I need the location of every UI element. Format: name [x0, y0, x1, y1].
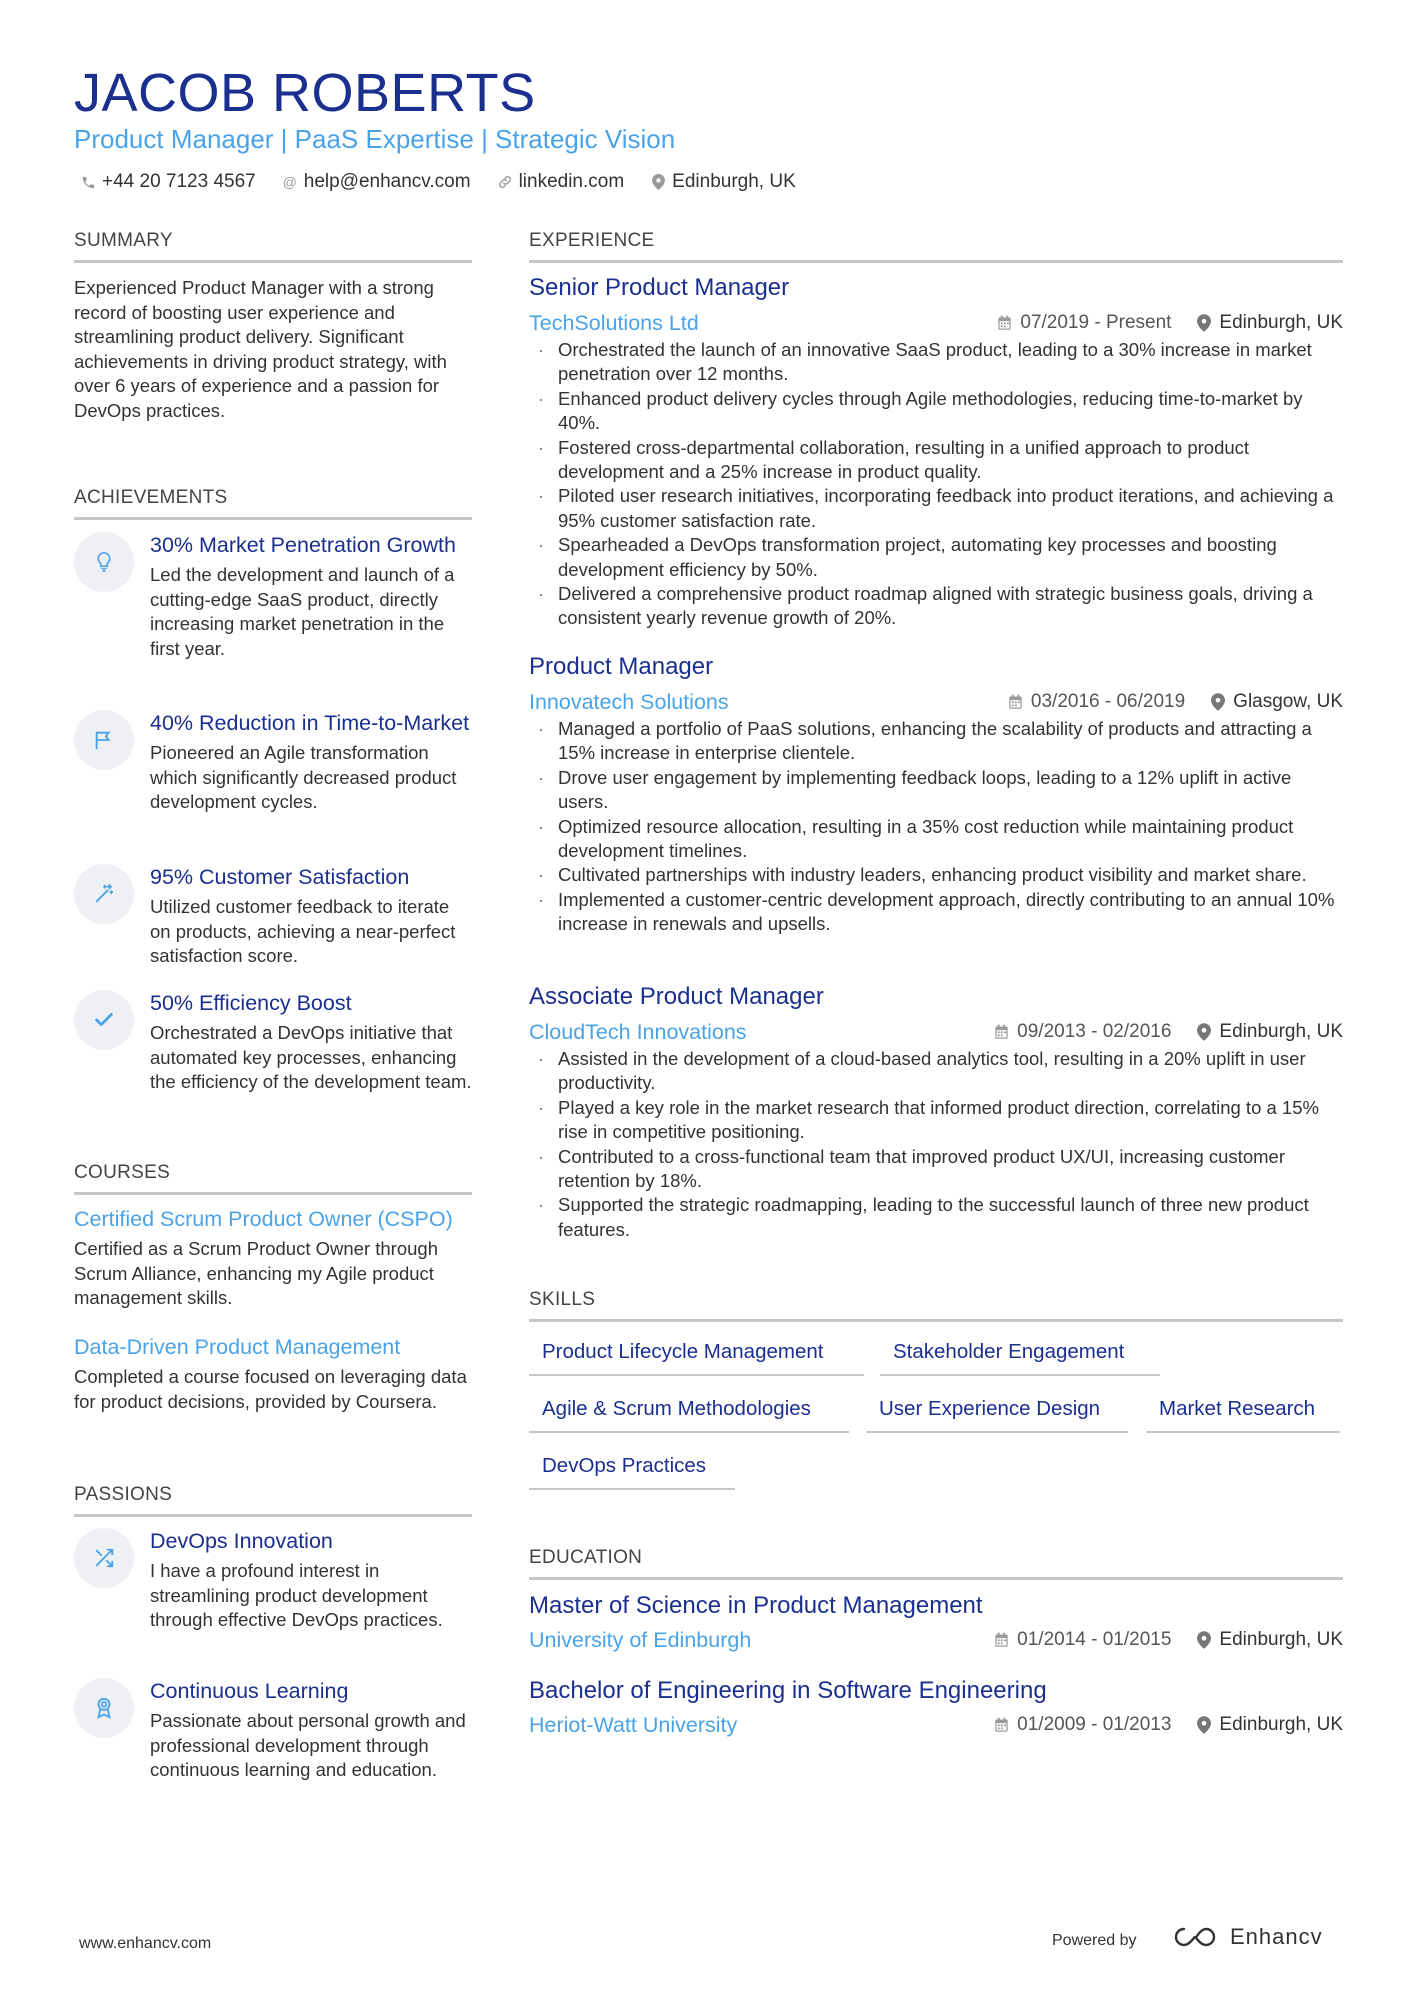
location-pin-icon: [1211, 693, 1225, 711]
footer-site-link[interactable]: www.enhancv.com: [79, 1935, 212, 1952]
education-dates: [994, 1710, 1171, 1740]
job-dates-text: 09/2013 - 02/2016: [1017, 1021, 1172, 1042]
job-bullet: · Supported the strategic roadmapping, leading to the successful launch of three new product features.: [529, 1193, 1343, 1242]
calendar-icon: [997, 315, 1012, 331]
location-pin-icon: [1197, 314, 1211, 332]
job-location: [1211, 687, 1343, 717]
job-role: Associate Product Manager: [529, 983, 824, 1010]
headline: Product Manager | PaaS Expertise | Strategic Vision: [74, 124, 676, 154]
phone-icon: [80, 174, 96, 190]
education-dates: [994, 1625, 1171, 1655]
shuffle-icon: [74, 1528, 134, 1588]
passion-desc: Passionate about personal growth and professional development through continuous learning and education.: [150, 1710, 466, 1780]
job-role: Senior Product Manager: [529, 274, 790, 301]
job-dates: [997, 308, 1171, 338]
education-location: [1197, 1710, 1343, 1740]
job-bullet: · Fostered cross-departmental collaboration, resulting in a unified approach to product development and a 25% increase in product quality.: [529, 436, 1343, 485]
job-dates: [994, 1017, 1171, 1047]
job-role: Product Manager: [529, 653, 714, 680]
job-company: Innovatech Solutions: [529, 690, 729, 714]
skill-tag: Stakeholder Engagement: [880, 1338, 1160, 1376]
calendar-icon: [1008, 694, 1023, 710]
achievement-desc: Utilized customer feedback to iterate on products, achieving a near-perfect satisfaction score.: [150, 896, 456, 966]
education-dates-text: 01/2014 - 01/2015: [1017, 1629, 1172, 1650]
summary-heading: SUMMARY: [74, 230, 472, 263]
course-title: Certified Scrum Product Owner (CSPO): [74, 1207, 453, 1231]
job-bullet: · Drove user engagement by implementing feedback loops, leading to a 12% uplift in active users.: [529, 766, 1343, 815]
brand-name: Enhancv: [1230, 1924, 1323, 1949]
summary-text: Experienced Product Manager with a strong record of boosting user experience and streamlining product delivery. Significant achievements in driving product strategy, with over 6 years of experience and a passion for DevOps practices.: [74, 277, 447, 421]
job-bullet: · Delivered a comprehensive product roadmap aligned with strategic business goals, driving a consistent yearly revenue growth of 20%.: [529, 582, 1343, 631]
achievement-title: 40% Reduction in Time-to-Market: [150, 711, 470, 735]
contact-linkedin[interactable]: [497, 171, 625, 193]
job-bullet: · Piloted user research initiatives, incorporating feedback into product iterations, and achieving a 95% customer satisfaction rate.: [529, 484, 1343, 533]
job-bullets: [529, 1047, 1343, 1242]
job-entry: [529, 982, 1343, 1242]
calendar-icon: [994, 1632, 1009, 1648]
at-icon: @: [282, 174, 297, 190]
job-company: TechSolutions Ltd: [529, 311, 699, 335]
achievement-title: 95% Customer Satisfaction: [150, 865, 410, 889]
job-location: [1197, 1017, 1343, 1047]
job-bullet: · Managed a portfolio of PaaS solutions, enhancing the scalability of products and attracting a 15% increase in enterprise clientele.: [529, 717, 1343, 766]
job-entry: [529, 273, 1343, 631]
education-heading: EDUCATION: [529, 1547, 1343, 1580]
education-location-text: Edinburgh, UK: [1219, 1714, 1343, 1735]
education-entry: [529, 1676, 1343, 1740]
award-icon: [74, 1678, 134, 1738]
contact-location: [650, 171, 796, 193]
job-bullet: · Implemented a customer-centric development approach, directly contributing to an annual 10% increase in renewals and upsells.: [529, 888, 1343, 937]
job-bullet: · Spearheaded a DevOps transformation project, automating key processes and boosting development efficiency by 50%.: [529, 533, 1343, 582]
passions-heading: PASSIONS: [74, 1484, 472, 1517]
linkedin-text[interactable]: linkedin.com: [518, 171, 625, 192]
job-bullet: · Played a key role in the market research that informed product direction, correlating to a 15% rise in competitive positioning.: [529, 1096, 1343, 1145]
passion-item: [74, 1678, 472, 1818]
job-dates-text: 03/2016 - 06/2019: [1030, 691, 1186, 712]
job-bullet: · Contributed to a cross-functional team that improved product UX/UI, increasing customer retention by 18%.: [529, 1145, 1343, 1194]
achievement-desc: Pioneered an Agile transformation which significantly decreased product development cycles.: [150, 742, 457, 812]
skill-tag: Market Research: [1146, 1395, 1340, 1433]
skill-tag: User Experience Design: [866, 1395, 1128, 1433]
passion-item: [74, 1528, 472, 1668]
skills-heading: SKILLS: [529, 1289, 1343, 1322]
link-icon: [497, 174, 513, 190]
job-bullet: · Orchestrated the launch of an innovative SaaS product, leading to a 30% increase in market penetration over 12 months.: [529, 338, 1343, 387]
passion-title: Continuous Learning: [150, 1679, 349, 1703]
skill-tag: Product Lifecycle Management: [529, 1338, 864, 1376]
experience-heading: EXPERIENCE: [529, 230, 1343, 263]
job-location-text: Glasgow, UK: [1233, 691, 1343, 712]
course-item: [74, 1334, 474, 1414]
passion-title: DevOps Innovation: [150, 1529, 333, 1553]
passion-desc: I have a profound interest in streamlining product development through effective DevOps practices.: [150, 1560, 443, 1630]
job-bullet: · Assisted in the development of a cloud-based analytics tool, resulting in a 20% uplift in user productivity.: [529, 1047, 1343, 1096]
skill-tag: DevOps Practices: [529, 1452, 735, 1490]
location-pin-icon: [1197, 1716, 1211, 1734]
job-entry: [529, 652, 1343, 937]
achievement-item: [74, 710, 472, 850]
job-location: [1197, 308, 1343, 338]
calendar-icon: [994, 1024, 1009, 1040]
achievement-title: 30% Market Penetration Growth: [150, 533, 456, 557]
achievements-heading: ACHIEVEMENTS: [74, 487, 472, 520]
job-dates-text: 07/2019 - Present: [1020, 312, 1172, 333]
course-title: Data-Driven Product Management: [74, 1335, 401, 1359]
course-desc: Certified as a Scrum Product Owner through Scrum Alliance, enhancing my Agile product management skills.: [74, 1238, 438, 1308]
location-pin-icon: [650, 174, 666, 190]
job-company: CloudTech Innovations: [529, 1020, 747, 1044]
flag-icon: [74, 710, 134, 770]
phone-text: +44 20 7123 4567: [102, 171, 256, 192]
achievement-item: [74, 532, 472, 692]
degree-title: Bachelor of Engineering in Software Engineering: [529, 1677, 1047, 1704]
job-bullet: · Cultivated partnerships with industry leaders, enhancing product visibility and market share.: [529, 863, 1343, 887]
education-entry: [529, 1591, 1343, 1655]
powered-by-label: Powered by: [1052, 1932, 1137, 1949]
course-desc: Completed a course focused on leveraging data for product decisions, provided by Coursera.: [74, 1366, 467, 1412]
skill-tag: Agile & Scrum Methodologies: [529, 1395, 849, 1433]
location-pin-icon: [1197, 1631, 1211, 1649]
contact-phone: [80, 171, 256, 193]
achievement-desc: Orchestrated a DevOps initiative that automated key processes, enhancing the efficiency of the development team.: [150, 1022, 472, 1092]
education-location-text: Edinburgh, UK: [1219, 1629, 1343, 1650]
contact-bar: [80, 171, 796, 193]
courses-heading: COURSES: [74, 1162, 472, 1195]
job-bullets: [529, 338, 1343, 631]
achievement-item: [74, 990, 472, 1120]
brand-logo[interactable]: [1172, 1924, 1323, 1950]
calendar-icon: [994, 1717, 1009, 1733]
location-text: Edinburgh, UK: [672, 171, 796, 192]
education-dates-text: 01/2009 - 01/2013: [1017, 1714, 1172, 1735]
job-location-text: Edinburgh, UK: [1219, 1021, 1343, 1042]
lightbulb-icon: [74, 532, 134, 592]
achievement-desc: Led the development and launch of a cutting-edge SaaS product, directly increasing market penetration in the first year.: [150, 564, 455, 659]
education-location: [1197, 1625, 1343, 1655]
achievement-item: [74, 864, 472, 974]
candidate-name: JACOB ROBERTS: [74, 63, 536, 123]
course-item: [74, 1206, 474, 1311]
contact-email[interactable]: [282, 171, 471, 193]
school-name: University of Edinburgh: [529, 1628, 752, 1652]
achievement-title: 50% Efficiency Boost: [150, 991, 352, 1015]
infinity-logo-icon: [1172, 1925, 1218, 1949]
school-name: Heriot-Watt University: [529, 1713, 738, 1737]
location-pin-icon: [1197, 1023, 1211, 1041]
job-dates: [1008, 687, 1185, 717]
job-bullet: · Enhanced product delivery cycles through Agile methodologies, reducing time-to-market by 40%.: [529, 387, 1343, 436]
job-location-text: Edinburgh, UK: [1219, 312, 1343, 333]
job-bullets: [529, 717, 1343, 937]
degree-title: Master of Science in Product Management: [529, 1592, 983, 1619]
job-bullet: · Optimized resource allocation, resulting in a 35% cost reduction while maintaining product development timelines.: [529, 815, 1343, 864]
checkmark-icon: [74, 990, 134, 1050]
email-text[interactable]: help@enhancv.com: [303, 171, 471, 192]
magic-wand-icon: [74, 864, 134, 924]
